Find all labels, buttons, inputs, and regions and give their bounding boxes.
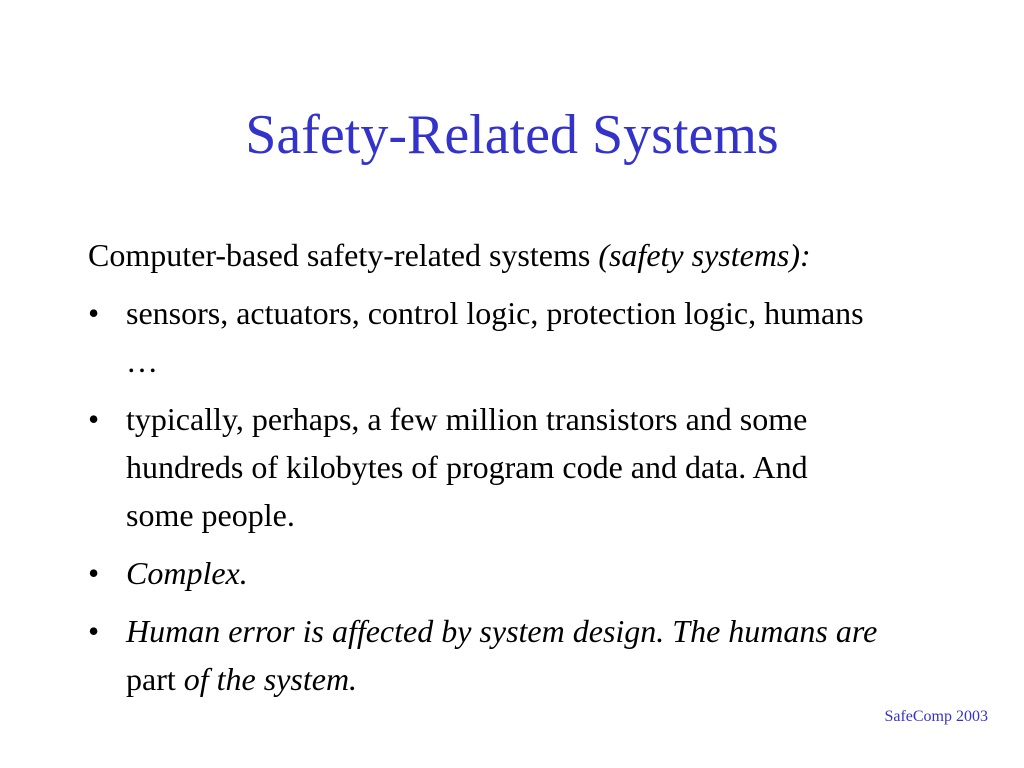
bullet-text: typically, perhaps, a few million transistors and some hundreds of kilobytes of program code and data. And some people. <box>126 401 808 533</box>
bullet-icon: • <box>88 295 100 331</box>
slide-title: Safety-Related Systems <box>245 104 779 166</box>
bullet-text: Complex. <box>126 555 248 591</box>
bullet-text: sensors, actuators, control logic, protection logic, humans … <box>126 295 864 379</box>
bullet-icon: • <box>88 555 100 591</box>
bullet-item-human-error <box>88 607 878 703</box>
intro-paragraph <box>88 231 878 279</box>
bullet-icon: • <box>88 401 100 437</box>
bullet-text-emphasis-after: of the system. <box>175 661 358 697</box>
bullet-item-complex <box>88 549 878 597</box>
bullet-item-scale <box>88 395 878 539</box>
bullet-item-components <box>88 289 878 385</box>
slide-body <box>88 231 878 713</box>
bullet-text-emphasis-before: Human error is affected by system design. The humans are <box>126 613 878 649</box>
bullet-icon: • <box>88 613 100 649</box>
bullet-text-plain: part <box>126 661 176 697</box>
footer-label: SafeComp 2003 <box>884 708 988 725</box>
intro-text: Computer-based safety-related systems <box>88 237 599 273</box>
intro-emphasis: (safety systems): <box>598 237 811 273</box>
